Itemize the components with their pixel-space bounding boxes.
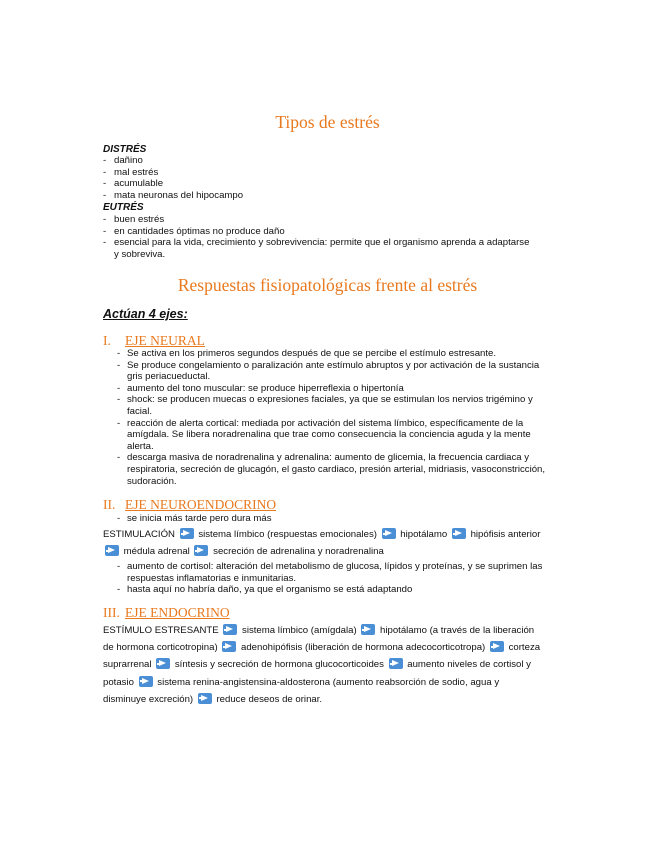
list-item: - mal estrés — [103, 167, 543, 179]
arrow-right-icon — [361, 624, 375, 635]
flow-step: sistema límbico (amígdala) — [242, 625, 357, 636]
section-eje-neural — [103, 333, 205, 349]
list-item: - Se activa en los primeros segundos después de que se percibe el estímulo estresante. — [117, 348, 547, 360]
neural-list — [117, 348, 547, 487]
list-item: - aumento de cortisol: alteración del metabolismo de glucosa, lípidos y proteínas, y se suprimen las respuestas inflamatorias e inmunitarias. — [117, 561, 547, 584]
flow-step: ESTIMULACIÓN — [103, 529, 175, 540]
section-number: II. — [103, 497, 116, 512]
ejes-heading: Actúan 4 ejes: — [103, 307, 188, 321]
flow-step: aumento niveles de cortisol y potasio — [103, 659, 531, 688]
arrow-right-icon — [382, 528, 396, 539]
section-number: I. — [103, 333, 111, 348]
flow-step: hipotálamo — [400, 529, 448, 540]
eutres-list — [103, 214, 533, 260]
list-item: - esencial para la vida, crecimiento y sobrevivencia: permite que el organismo aprenda a adaptarse y sobreviva. — [103, 237, 533, 260]
flow-step: médula adrenal — [123, 546, 190, 558]
arrow-right-icon — [223, 624, 237, 635]
arrow-right-icon — [139, 676, 153, 687]
list-item: - hasta aquí no habría daño, ya que el organismo se está adaptando — [117, 584, 547, 596]
title-tipos-estres: Tipos de estrés — [275, 112, 380, 132]
section-label: EJE ENDOCRINO — [125, 605, 230, 620]
list-item: - acumulable — [103, 178, 543, 190]
flow-step: hipófisis anterior — [470, 529, 541, 540]
neuroendocrino-flow — [103, 526, 543, 560]
flow-step: ESTÍMULO ESTRESANTE — [103, 625, 219, 636]
arrow-right-icon — [180, 528, 194, 539]
arrow-right-icon — [490, 641, 504, 652]
flow-step: corteza suprarrenal — [103, 642, 541, 671]
list-item: - aumento del tono muscular: se produce hiperreflexia o hipertonía — [117, 383, 547, 395]
distres-list — [103, 155, 543, 201]
flow-step: hipotálamo (a través de la liberación de hormona corticotropina) — [103, 625, 535, 654]
flow-step: sistema renina-angistensina-aldosterona (aumento reabsorción de sodio, agua y disminuye excreción) — [103, 676, 500, 705]
arrow-right-icon — [105, 545, 119, 556]
list-item: - descarga masiva de noradrenalina y adrenalina: aumento de glicemia, la frecuencia cardiaca y respiratoria, secreción de glucagón, el gasto cardiaco, presión arterial, midriasis, vasoconstricción, sudoración. — [117, 452, 547, 487]
list-item: - mata neuronas del hipocampo — [103, 190, 543, 202]
flow-step: secreción de adrenalina y noradrenalina — [213, 546, 384, 558]
flow-step: adenohipófisis (liberación de hormona adecocorticotropa) — [241, 642, 486, 654]
list-item: - dañino — [103, 155, 543, 167]
list-item: - se inicia más tarde pero dura más — [117, 513, 547, 525]
section-eje-endocrino — [103, 605, 230, 621]
arrow-right-icon — [156, 658, 170, 669]
section-label: EJE NEUROENDOCRINO — [125, 497, 277, 512]
section-eje-neuroendocrino — [103, 497, 276, 513]
flow-step: sistema límbico (respuestas emocionales) — [198, 529, 377, 540]
eutres-label: EUTRÉS — [103, 202, 144, 213]
list-item: - Se produce congelamiento o paralización ante estímulo abruptos y por activación de la sustancia gris periacueductal. — [117, 360, 547, 383]
flow-step: síntesis y secreción de hormona glucocorticoides — [174, 659, 384, 671]
arrow-right-icon — [452, 528, 466, 539]
flow-step: reduce deseos de orinar. — [216, 693, 323, 705]
arrow-right-icon — [389, 658, 403, 669]
section-number: III. — [103, 605, 120, 620]
distres-label: DISTRÉS — [103, 144, 147, 155]
arrow-right-icon — [198, 693, 212, 704]
endocrino-flow — [103, 622, 543, 708]
neuroendocrino-list — [117, 561, 547, 596]
title-respuestas: Respuestas fisiopatológicas frente al estrés — [177, 275, 478, 295]
neuroendocrino-intro — [117, 513, 547, 525]
list-item: - buen estrés — [103, 214, 533, 226]
list-item: - shock: se producen muecas o expresiones faciales, ya que se estimulan los nervios trigémino y facial. — [117, 394, 547, 417]
list-item: - reacción de alerta cortical: mediada por activación del sistema límbico, específicamente de la amígdala. Se libera noradrenalina que trae como consecuencia la conciencia aguda y la mente alerta. — [117, 418, 547, 453]
arrow-right-icon — [222, 641, 236, 652]
arrow-right-icon — [194, 545, 208, 556]
section-label: EJE NEURAL — [125, 333, 205, 348]
list-item: - en cantidades óptimas no produce daño — [103, 226, 533, 238]
